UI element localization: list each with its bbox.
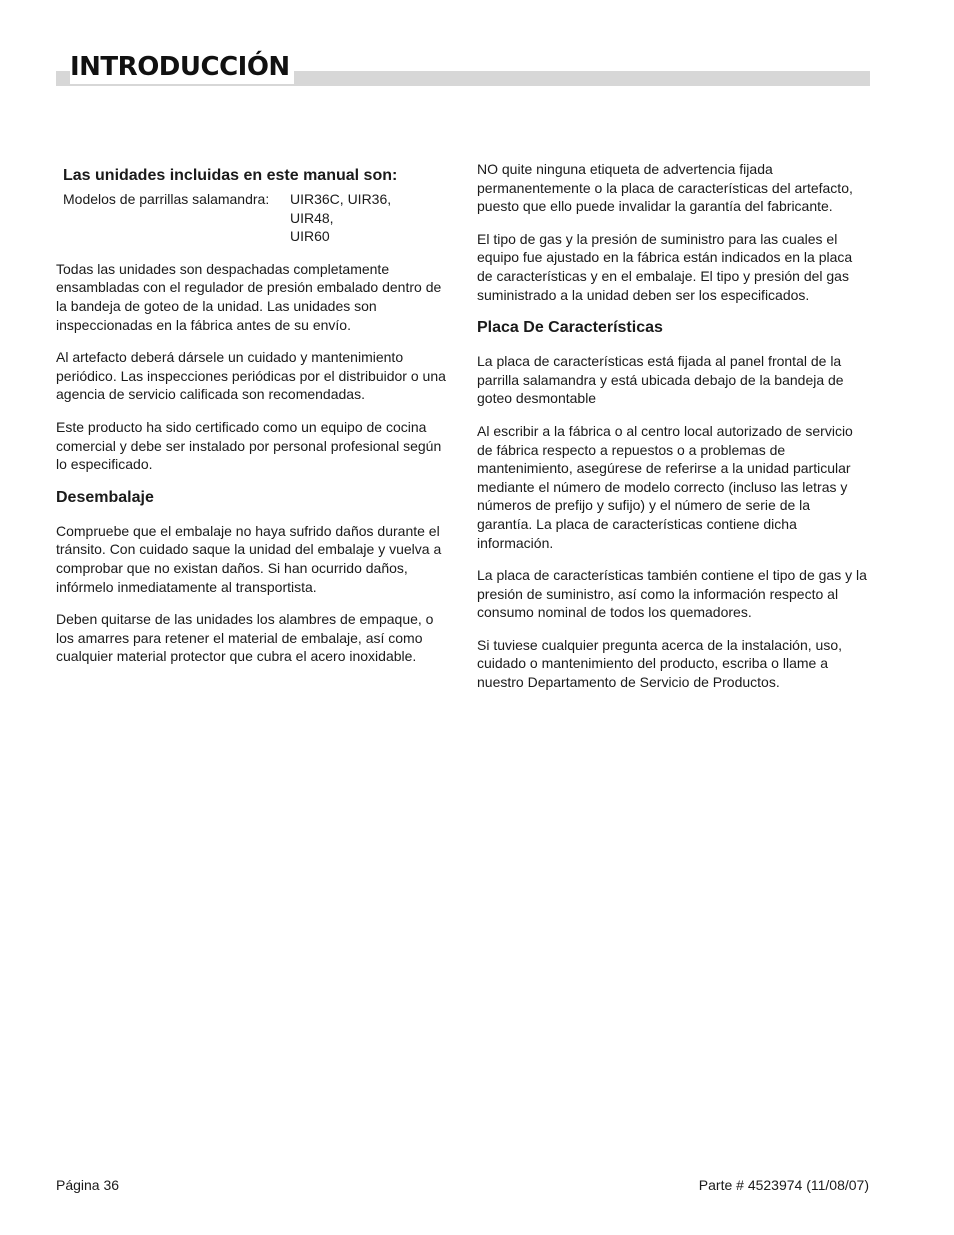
paragraph-questions: Si tuviese cualquier pregunta acerca de la instalación, uso, cuidado o mantenimiento del producto, escriba o llame a nuestro Departamento de Servicio de Productos. (477, 636, 842, 691)
paragraph-maintenance: Al artefacto deberá dársele un cuidado y mantenimiento periódico. Las inspecciones periódicas por el distribuidor o una agencia de servicio calificada son recomendadas. (56, 349, 446, 403)
paragraph-unpacking: Compruebe que el embalaje no haya sufrido daños durante el tránsito. Con cuidado saque la unidad del embalaje y vuelva a comprobar que no existan daños. Si han ocurrido daños, infórmelo inmediatamente al transportista. (56, 522, 442, 595)
paragraph-model-number: Al escribir a la fábrica o al centro local autorizado de servicio de fábrica respecto a repuestos o a problemas de mantenimiento, asegúrese de referirse a la unidad particular mediante el número de modelo correcto (incluso las letras y números de prefijo y sufijo) y el número de serie de la garantía. La placa de características contiene dicha información. (477, 422, 853, 551)
paragraph-plate-info: La placa de características también contiene el tipo de gas y la presión de suministro, así como la información respecto al consumo nominal de todos los quemadores. (477, 567, 867, 621)
units-heading: Las unidades incluidas en este manual son: (63, 167, 398, 184)
paragraph-warning-labels: NO quite ninguna etiqueta de advertencia fijada permanentemente o la placa de características del artefacto, puesto que ello puede invalidar la garantía del fabricante. (477, 161, 853, 215)
left-column (56, 160, 446, 680)
page-title: INTRODUCCIÓN (70, 50, 294, 84)
paragraph-certification: Este producto ha sido certificado como un equipo de cocina comercial y debe ser instalado por personal profesional según lo especificado. (56, 418, 442, 473)
part-number: Parte # 4523974 (11/08/07) (698, 1177, 869, 1193)
models-label: Modelos de parrillas salamandra: (63, 191, 270, 207)
models-list (63, 190, 446, 246)
paragraph-shipping: Todas las unidades son despachadas completamente ensambladas con el regulador de presión embalado dentro de la bandeja de goteo de la unidad. Las unidades son inspeccionadas en la fábrica antes de su envío. (56, 260, 442, 333)
model-item: UIR36C, UIR36, (290, 191, 392, 207)
model-item: UIR48, (290, 209, 334, 226)
rating-plate-heading: Placa De Características (477, 319, 663, 337)
model-item: UIR60 (290, 228, 330, 245)
right-column (477, 160, 869, 706)
models-values (290, 190, 391, 246)
paragraph-plate-location: La placa de características está fijada al panel frontal de la parrilla salamandra y está ubicada debajo de la bandeja de goteo desmontable (477, 353, 844, 407)
page-number: Página 36 (56, 1177, 120, 1193)
paragraph-packing-wires: Deben quitarse de las unidades los alambres de empaque, o los amarres para retener el material de embalaje, así como cualquier material protector que cubra el acero inoxidable. (56, 611, 434, 665)
unpacking-heading: Desembalaje (56, 488, 154, 506)
paragraph-gas-type: El tipo de gas y la presión de suministro para las cuales el equipo fue ajustado en la fábrica están indicados en la placa de características y en el embalaje. El tipo y presión del gas suministrado a la unidad deben ser los especificados. (477, 230, 853, 303)
